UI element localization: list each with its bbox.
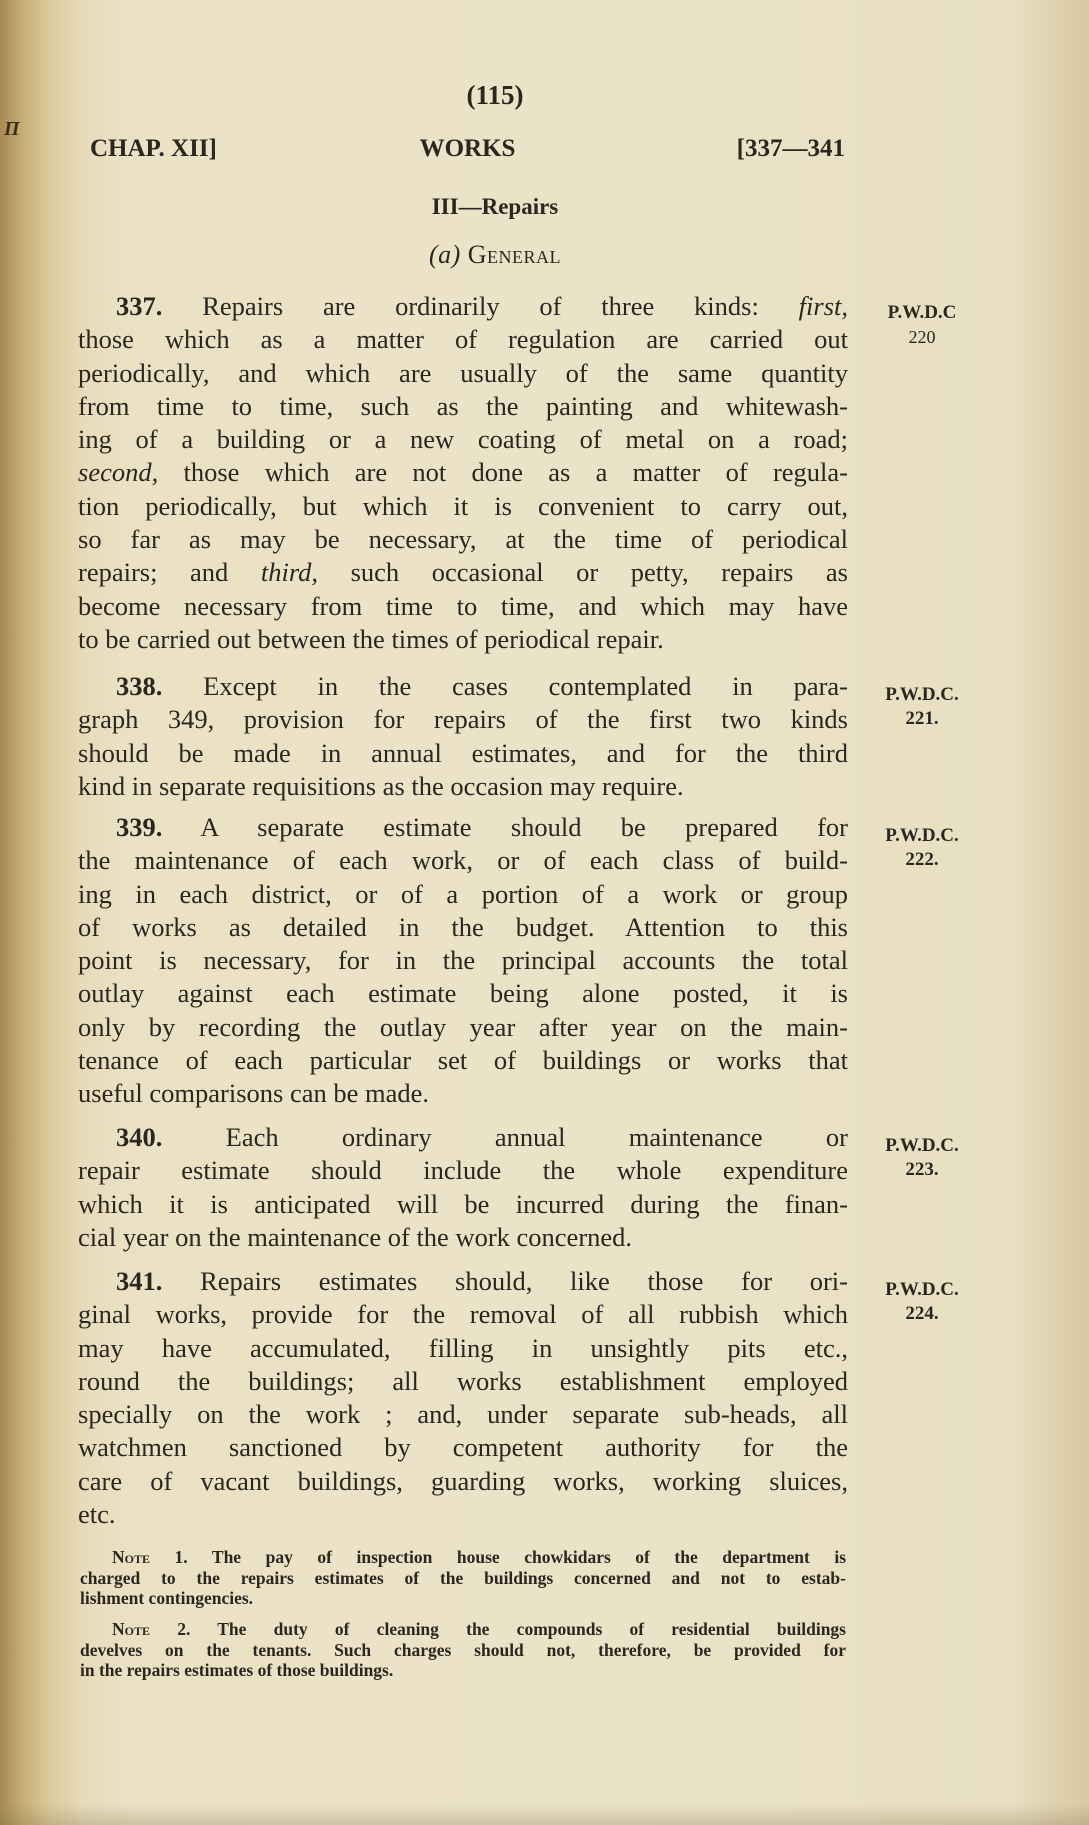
paragraph-number: 341.: [116, 1266, 163, 1296]
paragraph-line: specially on the work ; and, under separate sub-heads, all: [78, 1399, 848, 1430]
note-2: [80, 1619, 846, 1681]
paragraph-line: tion periodically, but which it is convenient to carry out,: [78, 490, 848, 521]
paragraph-line: to be carried out between the times of periodical repair.: [78, 623, 664, 654]
running-title: WORKS: [419, 135, 516, 162]
paragraph-line: repairs; and third, such occasional or petty, repairs as: [78, 557, 848, 588]
marginal-reference-341: P.W.D.C. 224.: [885, 1279, 959, 1324]
marginal-reference-337: P.W.D.C 220: [887, 302, 957, 347]
subsection-title: General: [467, 240, 562, 269]
paragraph-line: of works as detailed in the budget. Attention to this: [78, 911, 848, 942]
paragraph-line: ginal works, provide for the removal of all rubbish which: [78, 1299, 848, 1330]
paragraph-line: point is necessary, for in the principal accounts the total: [78, 945, 848, 976]
paragraph-number: 339.: [116, 812, 163, 842]
paragraph-line: round the buildings; all works establishment employed: [78, 1365, 848, 1396]
paragraph-line: periodically, and which are usually of the same quantity: [78, 357, 848, 388]
paragraph-number: 340.: [116, 1122, 163, 1152]
note-label: Note 2.: [112, 1619, 191, 1639]
paragraph-line: 339. A separate estimate should be prepared for: [116, 812, 848, 842]
marginal-reference-339: P.W.D.C. 222.: [885, 825, 959, 870]
paragraph-line: useful comparisons can be made.: [78, 1078, 430, 1109]
paragraph-line: 337. Repairs are ordinarily of three kinds: first,: [116, 291, 849, 321]
paragraph-337: [78, 290, 848, 656]
note-line: Note 1. The pay of inspection house chowkidars of the department is: [112, 1547, 846, 1567]
paragraph-line: 340. Each ordinary annual maintenance or: [116, 1122, 849, 1152]
paragraph-line: watchmen sanctioned by competent authority for the: [78, 1432, 848, 1463]
paragraph-line: ing of a building or a new coating of metal on a road;: [78, 424, 848, 455]
note-line: lishment contingencies.: [80, 1588, 254, 1608]
subsection-letter: (a): [428, 240, 461, 269]
note-1: [80, 1547, 846, 1609]
page-number: (115): [466, 80, 524, 110]
paragraph-338: [78, 670, 848, 803]
chapter-label: CHAP. XII]: [90, 135, 217, 162]
paragraph-line: 341. Repairs estimates should, like those for ori-: [116, 1266, 848, 1296]
paragraph-line: etc.: [78, 1499, 116, 1530]
marginal-reference-340: P.W.D.C. 223.: [885, 1135, 959, 1180]
paragraph-341: [78, 1265, 848, 1531]
paragraph-340: [78, 1121, 848, 1254]
paragraph-line: from time to time, such as the painting and whitewash-: [78, 390, 848, 421]
paragraph-line: only by recording the outlay year after year on the main-: [78, 1011, 848, 1042]
paragraph-line: tenance of each particular set of buildings or works that: [78, 1045, 848, 1076]
note-line: Note 2. The duty of cleaning the compounds of residential buildings: [112, 1619, 846, 1639]
paragraph-line: graph 349, provision for repairs of the first two kinds: [78, 704, 848, 735]
paragraph-line: kind in separate requisitions as the occasion may require.: [78, 770, 684, 801]
note-line: charged to the repairs estimates of the buildings concerned and not to estab-: [80, 1567, 846, 1588]
paragraph-line: become necessary from time to time, and which may have: [78, 590, 848, 621]
paragraph-range: [337—341: [736, 135, 845, 162]
paragraph-line: the maintenance of each work, or of each class of build-: [78, 845, 848, 876]
marginal-reference-338: P.W.D.C. 221.: [885, 684, 959, 729]
paragraph-line: cial year on the maintenance of the work concerned.: [78, 1221, 633, 1252]
paragraph-line: those which as a matter of regulation are carried out: [78, 324, 848, 355]
paragraph-line: may have accumulated, filling in unsightly pits etc.,: [78, 1332, 848, 1363]
subsection-heading: [0, 240, 990, 270]
paragraph-line: outlay against each estimate being alone posted, it is: [78, 978, 848, 1009]
paragraph-number: 338.: [116, 671, 163, 701]
note-label: Note 1.: [112, 1547, 188, 1567]
paragraph-line: repair estimate should include the whole expenditure: [78, 1155, 848, 1186]
paragraph-line: second, those which are not done as a matter of regula-: [78, 457, 848, 488]
paragraph-line: 338. Except in the cases contemplated in para-: [116, 671, 848, 701]
paragraph-339: [78, 811, 848, 1111]
note-line: in the repairs estimates of those buildings.: [80, 1660, 394, 1680]
paragraph-line: should be made in annual estimates, and for the third: [78, 737, 848, 768]
paragraph-line: care of vacant buildings, guarding works, working sluices,: [78, 1465, 848, 1496]
note-line: develves on the tenants. Such charges should not, therefore, be provided for: [80, 1639, 846, 1660]
paragraph-line: so far as may be necessary, at the time of periodical: [78, 524, 848, 555]
paragraph-line: ing in each district, or of a portion of a work or group: [78, 878, 848, 909]
facing-page-edge-mark: Π: [4, 118, 20, 140]
paragraph-line: which it is anticipated will be incurred during the finan-: [78, 1188, 848, 1219]
paragraph-number: 337.: [116, 291, 163, 321]
running-head: [90, 135, 845, 169]
section-heading: III—Repairs: [431, 194, 559, 219]
